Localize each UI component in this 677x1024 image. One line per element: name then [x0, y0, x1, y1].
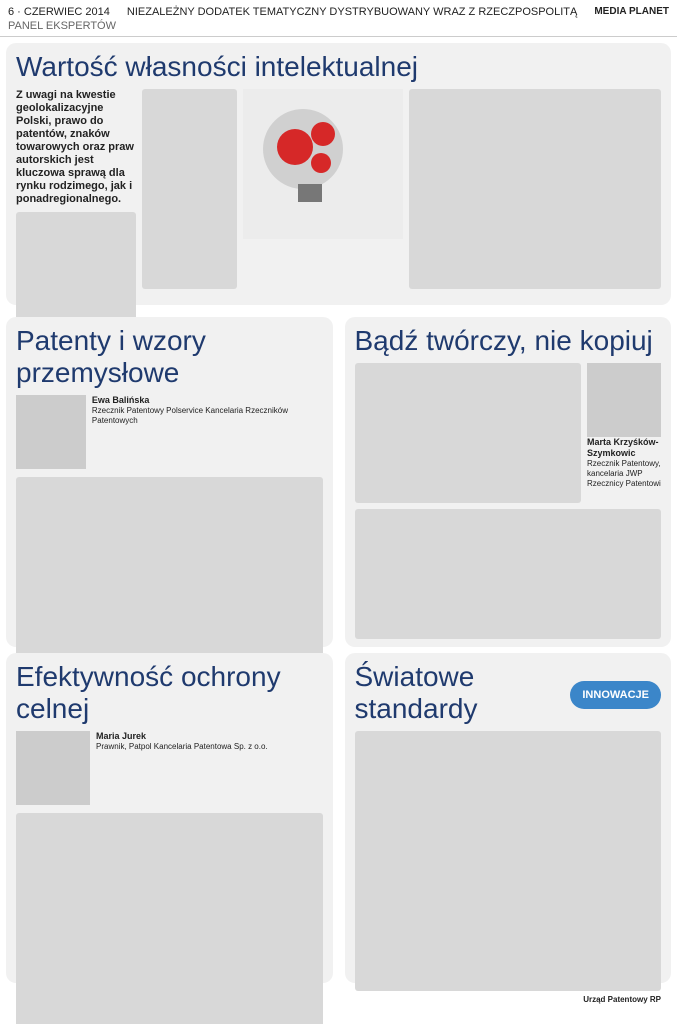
expert-name: Ewa Balińska — [91, 395, 150, 405]
article-patenty — [6, 317, 333, 647]
issue-date: 6 · CZERWIEC 2014 — [8, 6, 110, 18]
article-wartosc — [6, 43, 671, 305]
head-gears-illustration — [243, 89, 403, 239]
expert-caption — [96, 731, 268, 805]
expert-photo — [16, 731, 90, 805]
expert-caption — [92, 395, 323, 469]
expert-name: Marta Krzyśków-Szymkowic — [587, 437, 659, 458]
expert-role: Rzecznik Patentowy, kancelaria JWP Rzecznicy Patentowi — [587, 459, 661, 488]
supplement-note: NIEZALEŻNY DODATEK TEMATYCZNY DYSTRYBUOWANY WRAZ Z RZECZPOSPOLITĄ — [126, 6, 578, 18]
body-text-block — [355, 509, 662, 639]
innowacje-badge: INNOWACJE — [570, 681, 661, 709]
body-text-block — [16, 212, 136, 322]
section-label: PANEL EKSPERTÓW — [0, 18, 677, 37]
mediaplanet-logo: MEDIA PLANET — [594, 6, 669, 17]
expert-photo — [16, 395, 86, 469]
article-swiatowe — [345, 653, 672, 1004]
body-text-block — [355, 731, 662, 991]
body-text-block — [355, 363, 582, 503]
article-title: Wartość własności intelektualnej — [16, 51, 419, 82]
article-title: Patenty i wzory przemysłowe — [16, 325, 206, 388]
body-text-block — [142, 89, 237, 289]
article-lead: Z uwagi na kwestie geolokalizacyjne Polski, prawo do patentów, znaków towarowych oraz praw autorskich jest kluczowa sprawą dla rynku rodzimego, jak i ponadregionalnego. — [16, 89, 134, 205]
top-header — [0, 0, 677, 18]
expert-photo — [587, 363, 661, 437]
article-title: Efektywność ochrony celnej — [16, 661, 281, 724]
expert-name: Maria Jurek — [96, 731, 147, 741]
expert-role: Prawnik, Patpol Kancelaria Patentowa Sp. z o.o. — [96, 742, 268, 751]
article-efektywnosc — [6, 653, 333, 983]
article-title: Bądź twórczy, nie kopiuj — [354, 325, 653, 356]
article-byline: Urząd Patentowy RP — [583, 995, 661, 1004]
expert-caption — [587, 437, 661, 489]
article-badz-tworczy — [345, 317, 672, 647]
article-title: Światowe standardy — [354, 661, 478, 724]
expert-role: Rzecznik Patentowy Polservice Kancelaria Rzeczników Patentowych — [91, 406, 288, 425]
body-text-block — [16, 813, 323, 1024]
body-text-block — [409, 89, 661, 289]
